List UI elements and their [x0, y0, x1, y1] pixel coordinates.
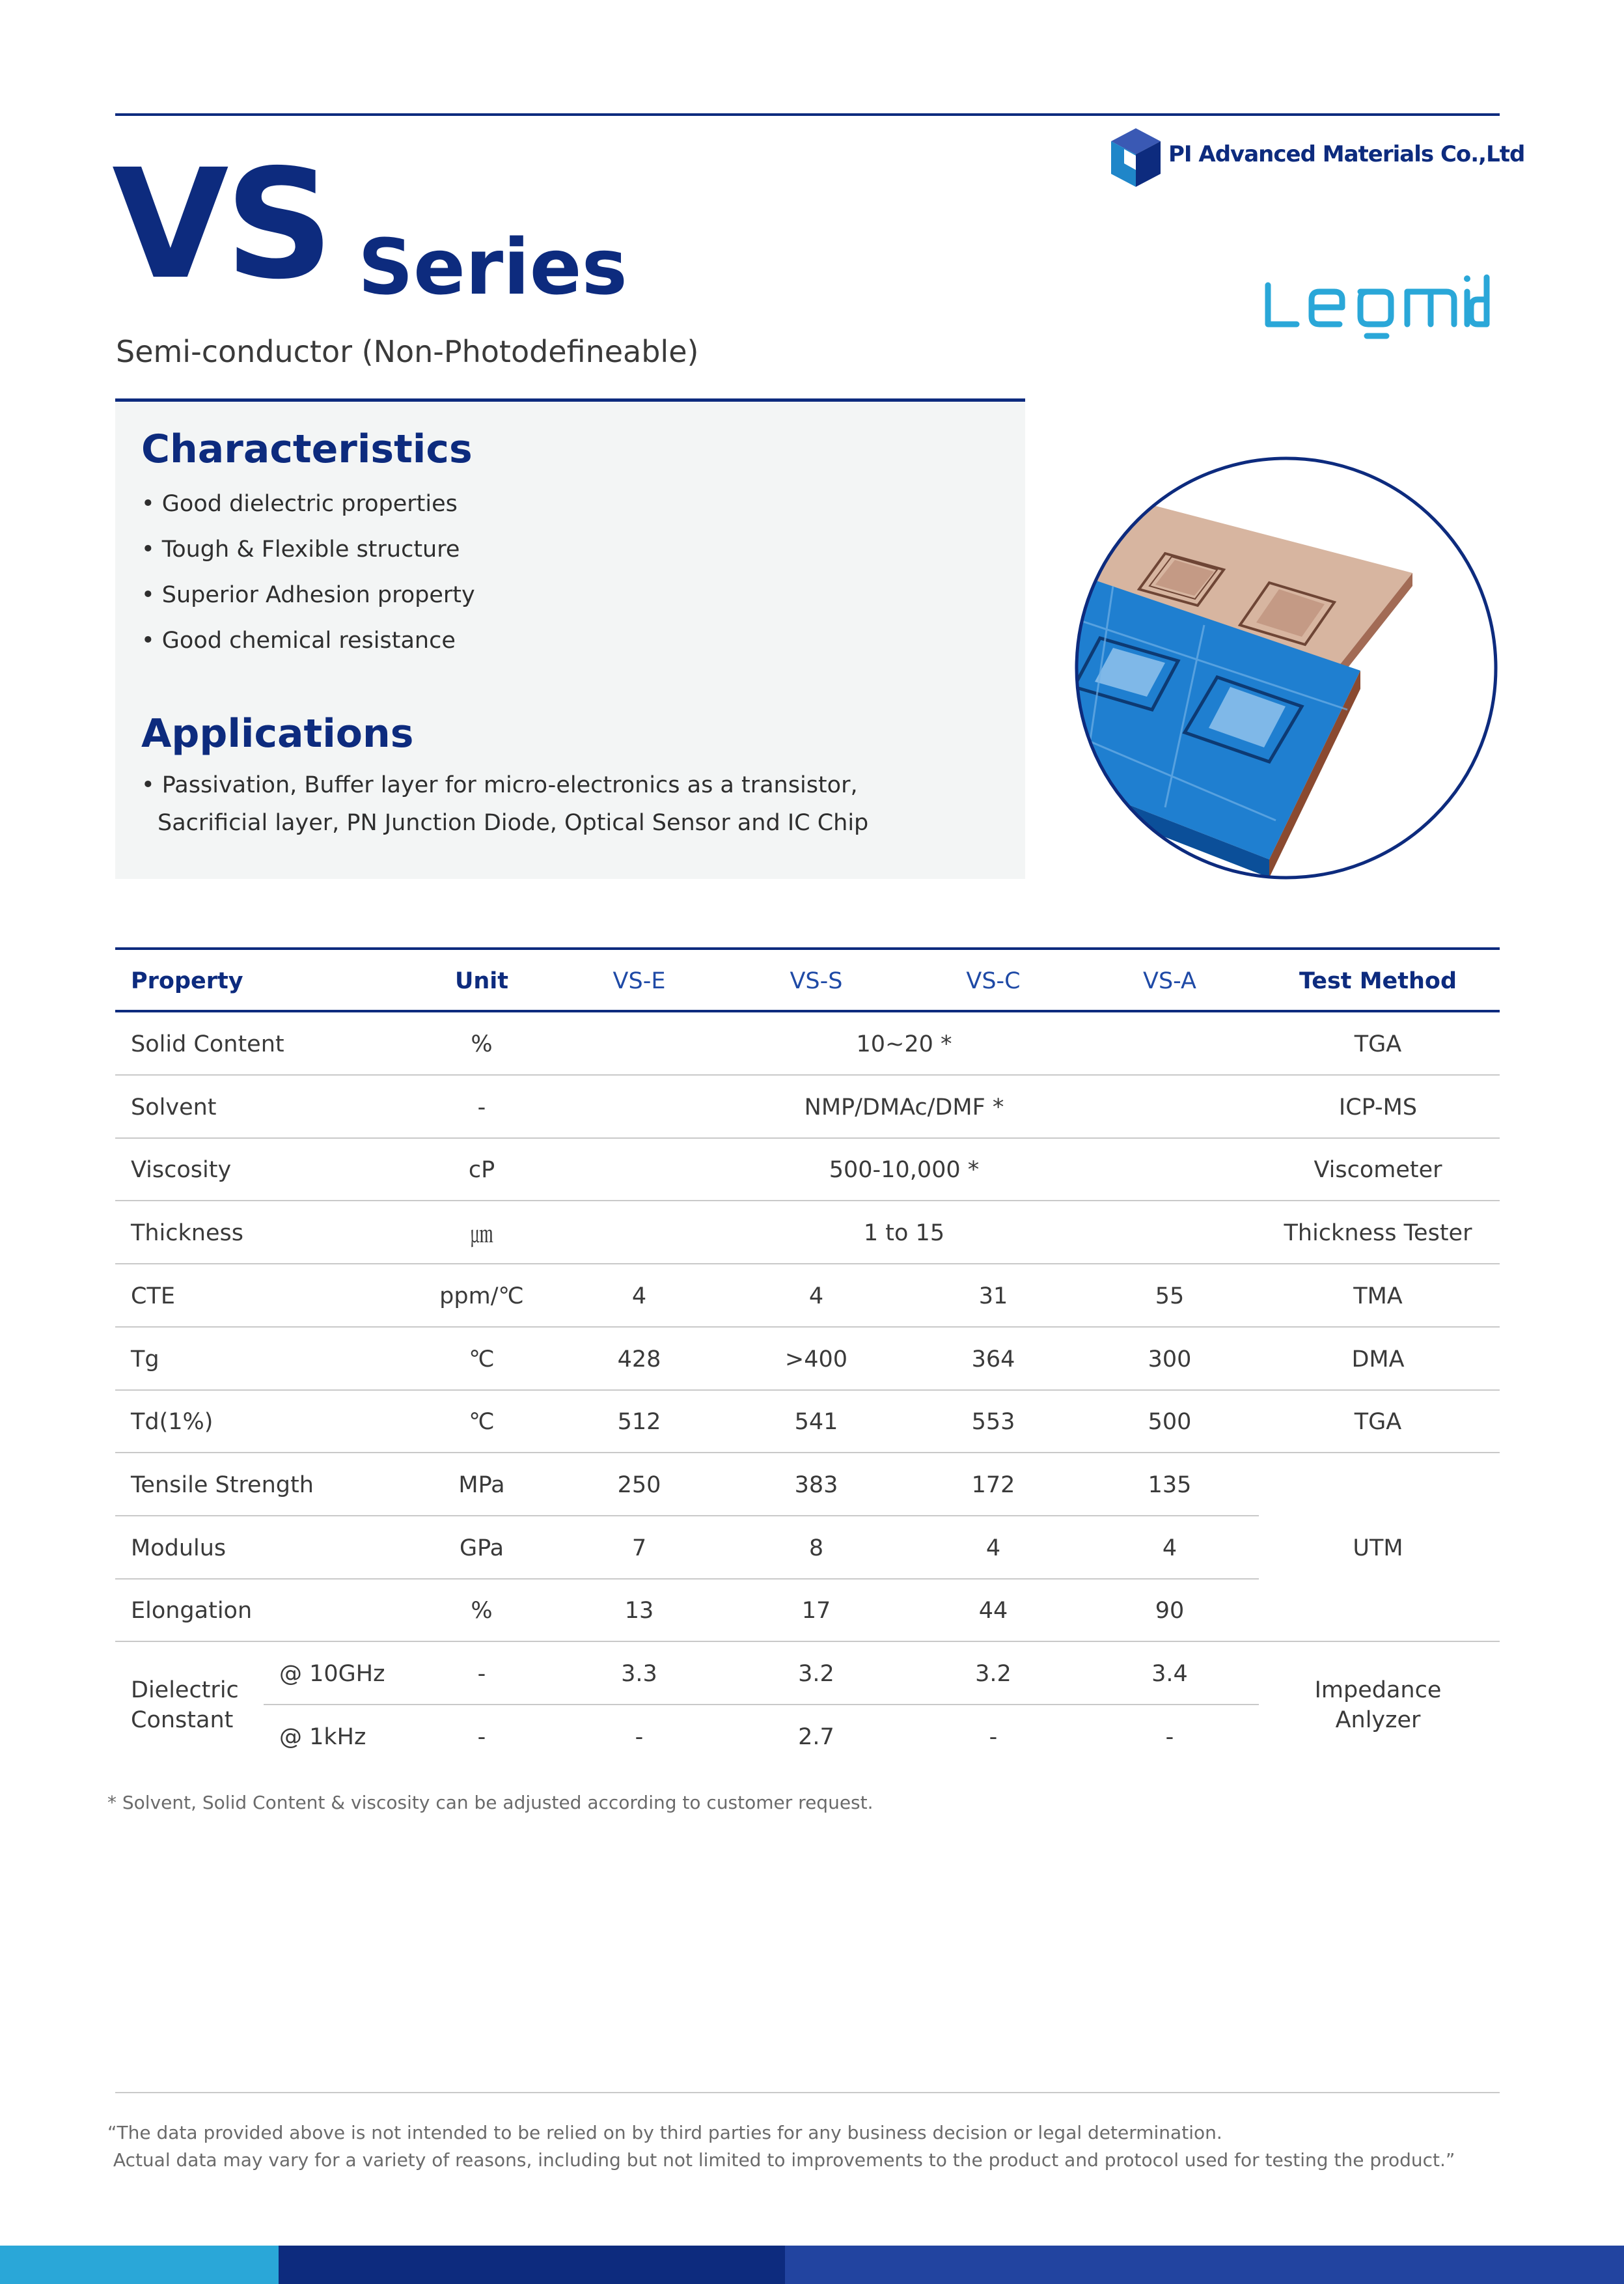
cell-method: TGA	[1354, 1031, 1402, 1057]
cell-value: 10~20 *	[856, 1031, 952, 1057]
characteristics-list	[141, 481, 475, 663]
table-header-rule	[115, 1010, 1500, 1012]
cell-property-dielectric	[131, 1675, 239, 1735]
characteristic-item: • Tough & Flexible structure	[141, 527, 475, 572]
cell-vs-s: >400	[784, 1346, 848, 1372]
applications-line: Sacrificial layer, PN Junction Diode, Optical Sensor and IC Chip	[158, 810, 869, 836]
row-divider	[115, 1578, 1259, 1580]
cell-vs-c: 172	[971, 1472, 1015, 1498]
row-divider	[115, 1263, 1500, 1264]
cell-unit: GPa	[459, 1535, 504, 1561]
disclaimer-line: Actual data may vary for a variety of reasons, including but not limited to improvements to the product and protocol used for testing the product.”	[107, 2149, 1455, 2171]
cell-method: DMA	[1351, 1346, 1405, 1372]
disclaimer	[107, 2119, 1455, 2174]
header-vs-e: VS-E	[612, 968, 666, 994]
header-vs-a: VS-A	[1143, 968, 1196, 994]
footer-bar-navy	[279, 2246, 785, 2284]
cell-method: ICP-MS	[1338, 1094, 1418, 1121]
header-unit: Unit	[454, 968, 509, 994]
cell-property: Tg	[131, 1346, 159, 1372]
row-divider	[264, 1704, 1259, 1705]
cell-method: Thickness Tester	[1284, 1220, 1472, 1246]
disclaimer-line: “The data provided above is not intended to be relied on by third parties for any business decision or legal determination.	[107, 2122, 1222, 2143]
cell-unit: ㎛	[470, 1222, 493, 1248]
cell-vs-s: 4	[808, 1283, 824, 1309]
cell-vs-c: 553	[971, 1409, 1015, 1435]
cell-property: Tensile Strength	[131, 1472, 314, 1498]
cell-property: Solvent	[131, 1094, 217, 1121]
row-divider	[115, 1326, 1500, 1328]
cell-condition: @ 10GHz	[279, 1661, 385, 1687]
bottom-rule	[115, 2092, 1500, 2093]
cell-vs-s: 2.7	[798, 1724, 834, 1750]
cell-vs-s: 3.2	[798, 1661, 834, 1687]
cell-vs-s: 17	[801, 1598, 831, 1624]
cell-method-impedance	[1315, 1675, 1442, 1735]
cell-vs-e: 4	[631, 1283, 647, 1309]
cell-unit: -	[477, 1724, 486, 1750]
cell-vs-e: 428	[617, 1346, 661, 1372]
cell-value: 1 to 15	[863, 1220, 945, 1246]
cell-value: 500-10,000 *	[829, 1157, 980, 1183]
row-divider	[115, 1641, 1500, 1642]
cell-vs-a: 4	[1162, 1535, 1177, 1561]
cell-vs-c: 4	[985, 1535, 1001, 1561]
table-top-rule	[115, 947, 1500, 950]
cell-vs-s: 8	[808, 1535, 824, 1561]
cell-vs-c: -	[989, 1724, 998, 1750]
row-divider	[115, 1137, 1500, 1139]
product-title: VS	[112, 137, 330, 313]
cell-unit: ℃	[469, 1409, 495, 1435]
cell-vs-e: 512	[617, 1409, 661, 1435]
cell-property: CTE	[131, 1283, 175, 1309]
brand-wordmark	[1263, 273, 1500, 345]
cell-property: Elongation	[131, 1598, 253, 1624]
cell-vs-c: 31	[978, 1283, 1008, 1309]
cell-vs-a: 135	[1148, 1472, 1192, 1498]
cell-unit: -	[477, 1094, 486, 1121]
characteristic-item: • Good dielectric properties	[141, 481, 475, 527]
cell-property: Solid Content	[131, 1031, 284, 1057]
cell-method: TGA	[1354, 1409, 1402, 1435]
cell-unit: ppm/℃	[439, 1283, 524, 1309]
cell-method-utm: UTM	[1353, 1535, 1403, 1561]
row-divider	[115, 1074, 1500, 1076]
cell-unit: %	[471, 1598, 493, 1624]
characteristic-item: • Superior Adhesion property	[141, 572, 475, 618]
company-name: PI Advanced Materials Co.,Ltd	[1168, 141, 1525, 167]
pcb-illustration	[1074, 456, 1498, 880]
cell-unit: cP	[468, 1157, 495, 1183]
header-test-method: Test Method	[1299, 968, 1457, 994]
characteristics-heading: Characteristics	[141, 426, 473, 472]
product-illustration	[1074, 456, 1498, 880]
header-vs-c: VS-C	[966, 968, 1021, 994]
cell-method: Viscometer	[1314, 1157, 1442, 1183]
cell-vs-e: -	[635, 1724, 644, 1750]
cell-vs-e: 13	[624, 1598, 654, 1624]
cell-vs-a: 500	[1148, 1409, 1192, 1435]
row-divider	[115, 1389, 1500, 1391]
applications-line: • Passivation, Buffer layer for micro-electronics as a transistor,	[141, 772, 858, 798]
top-rule	[115, 113, 1500, 116]
cell-vs-c: 364	[971, 1346, 1015, 1372]
cell-vs-s: 541	[794, 1409, 838, 1435]
dielectric-label-line: Dielectric	[131, 1677, 239, 1703]
cell-vs-a: 55	[1155, 1283, 1185, 1309]
cell-property: Viscosity	[131, 1157, 232, 1183]
characteristic-item: • Good chemical resistance	[141, 618, 475, 663]
cell-vs-a: 3.4	[1151, 1661, 1188, 1687]
cell-unit: %	[471, 1031, 493, 1057]
header-property: Property	[131, 968, 243, 994]
cell-vs-e: 7	[631, 1535, 647, 1561]
applications-heading: Applications	[141, 711, 414, 757]
brand-logo	[1263, 273, 1500, 345]
cell-vs-e: 250	[617, 1472, 661, 1498]
header-vs-s: VS-S	[790, 968, 843, 994]
cell-vs-a: 300	[1148, 1346, 1192, 1372]
cell-vs-a: -	[1165, 1724, 1174, 1750]
cell-unit: -	[477, 1661, 486, 1687]
cell-vs-s: 383	[794, 1472, 838, 1498]
cell-condition: @ 1kHz	[279, 1724, 366, 1750]
cell-property: Modulus	[131, 1535, 227, 1561]
cube-logo-icon	[1110, 127, 1162, 189]
row-divider	[115, 1515, 1259, 1516]
row-divider	[115, 1200, 1500, 1201]
cell-unit: ℃	[469, 1346, 495, 1372]
company-logo	[1110, 127, 1525, 189]
row-divider	[115, 1452, 1500, 1453]
product-series-label: Series	[358, 222, 627, 312]
product-subtitle: Semi-conductor (Non-Photodefineable)	[116, 334, 699, 369]
applications-text	[141, 766, 868, 842]
characteristics-panel	[115, 398, 1025, 879]
table-footnote: * Solvent, Solid Content & viscosity can be adjusted according to customer request.	[107, 1792, 874, 1813]
cell-unit: MPa	[458, 1472, 505, 1498]
dielectric-label-line: Constant	[131, 1707, 234, 1733]
cell-property: Thickness	[131, 1220, 243, 1246]
cell-method: TMA	[1353, 1283, 1403, 1309]
cell-vs-c: 3.2	[975, 1661, 1012, 1687]
properties-table	[115, 947, 1500, 1753]
footer-bar-cyan	[0, 2246, 279, 2284]
cell-vs-e: 3.3	[621, 1661, 657, 1687]
cell-property: Td(1%)	[131, 1409, 213, 1435]
cell-value: NMP/DMAc/DMF *	[804, 1094, 1004, 1121]
method-label-line: Impedance	[1314, 1677, 1442, 1703]
method-label-line: Anlyzer	[1335, 1707, 1421, 1733]
cell-vs-c: 44	[978, 1598, 1008, 1624]
footer-bar-blue	[785, 2246, 1624, 2284]
cell-vs-a: 90	[1155, 1598, 1185, 1624]
